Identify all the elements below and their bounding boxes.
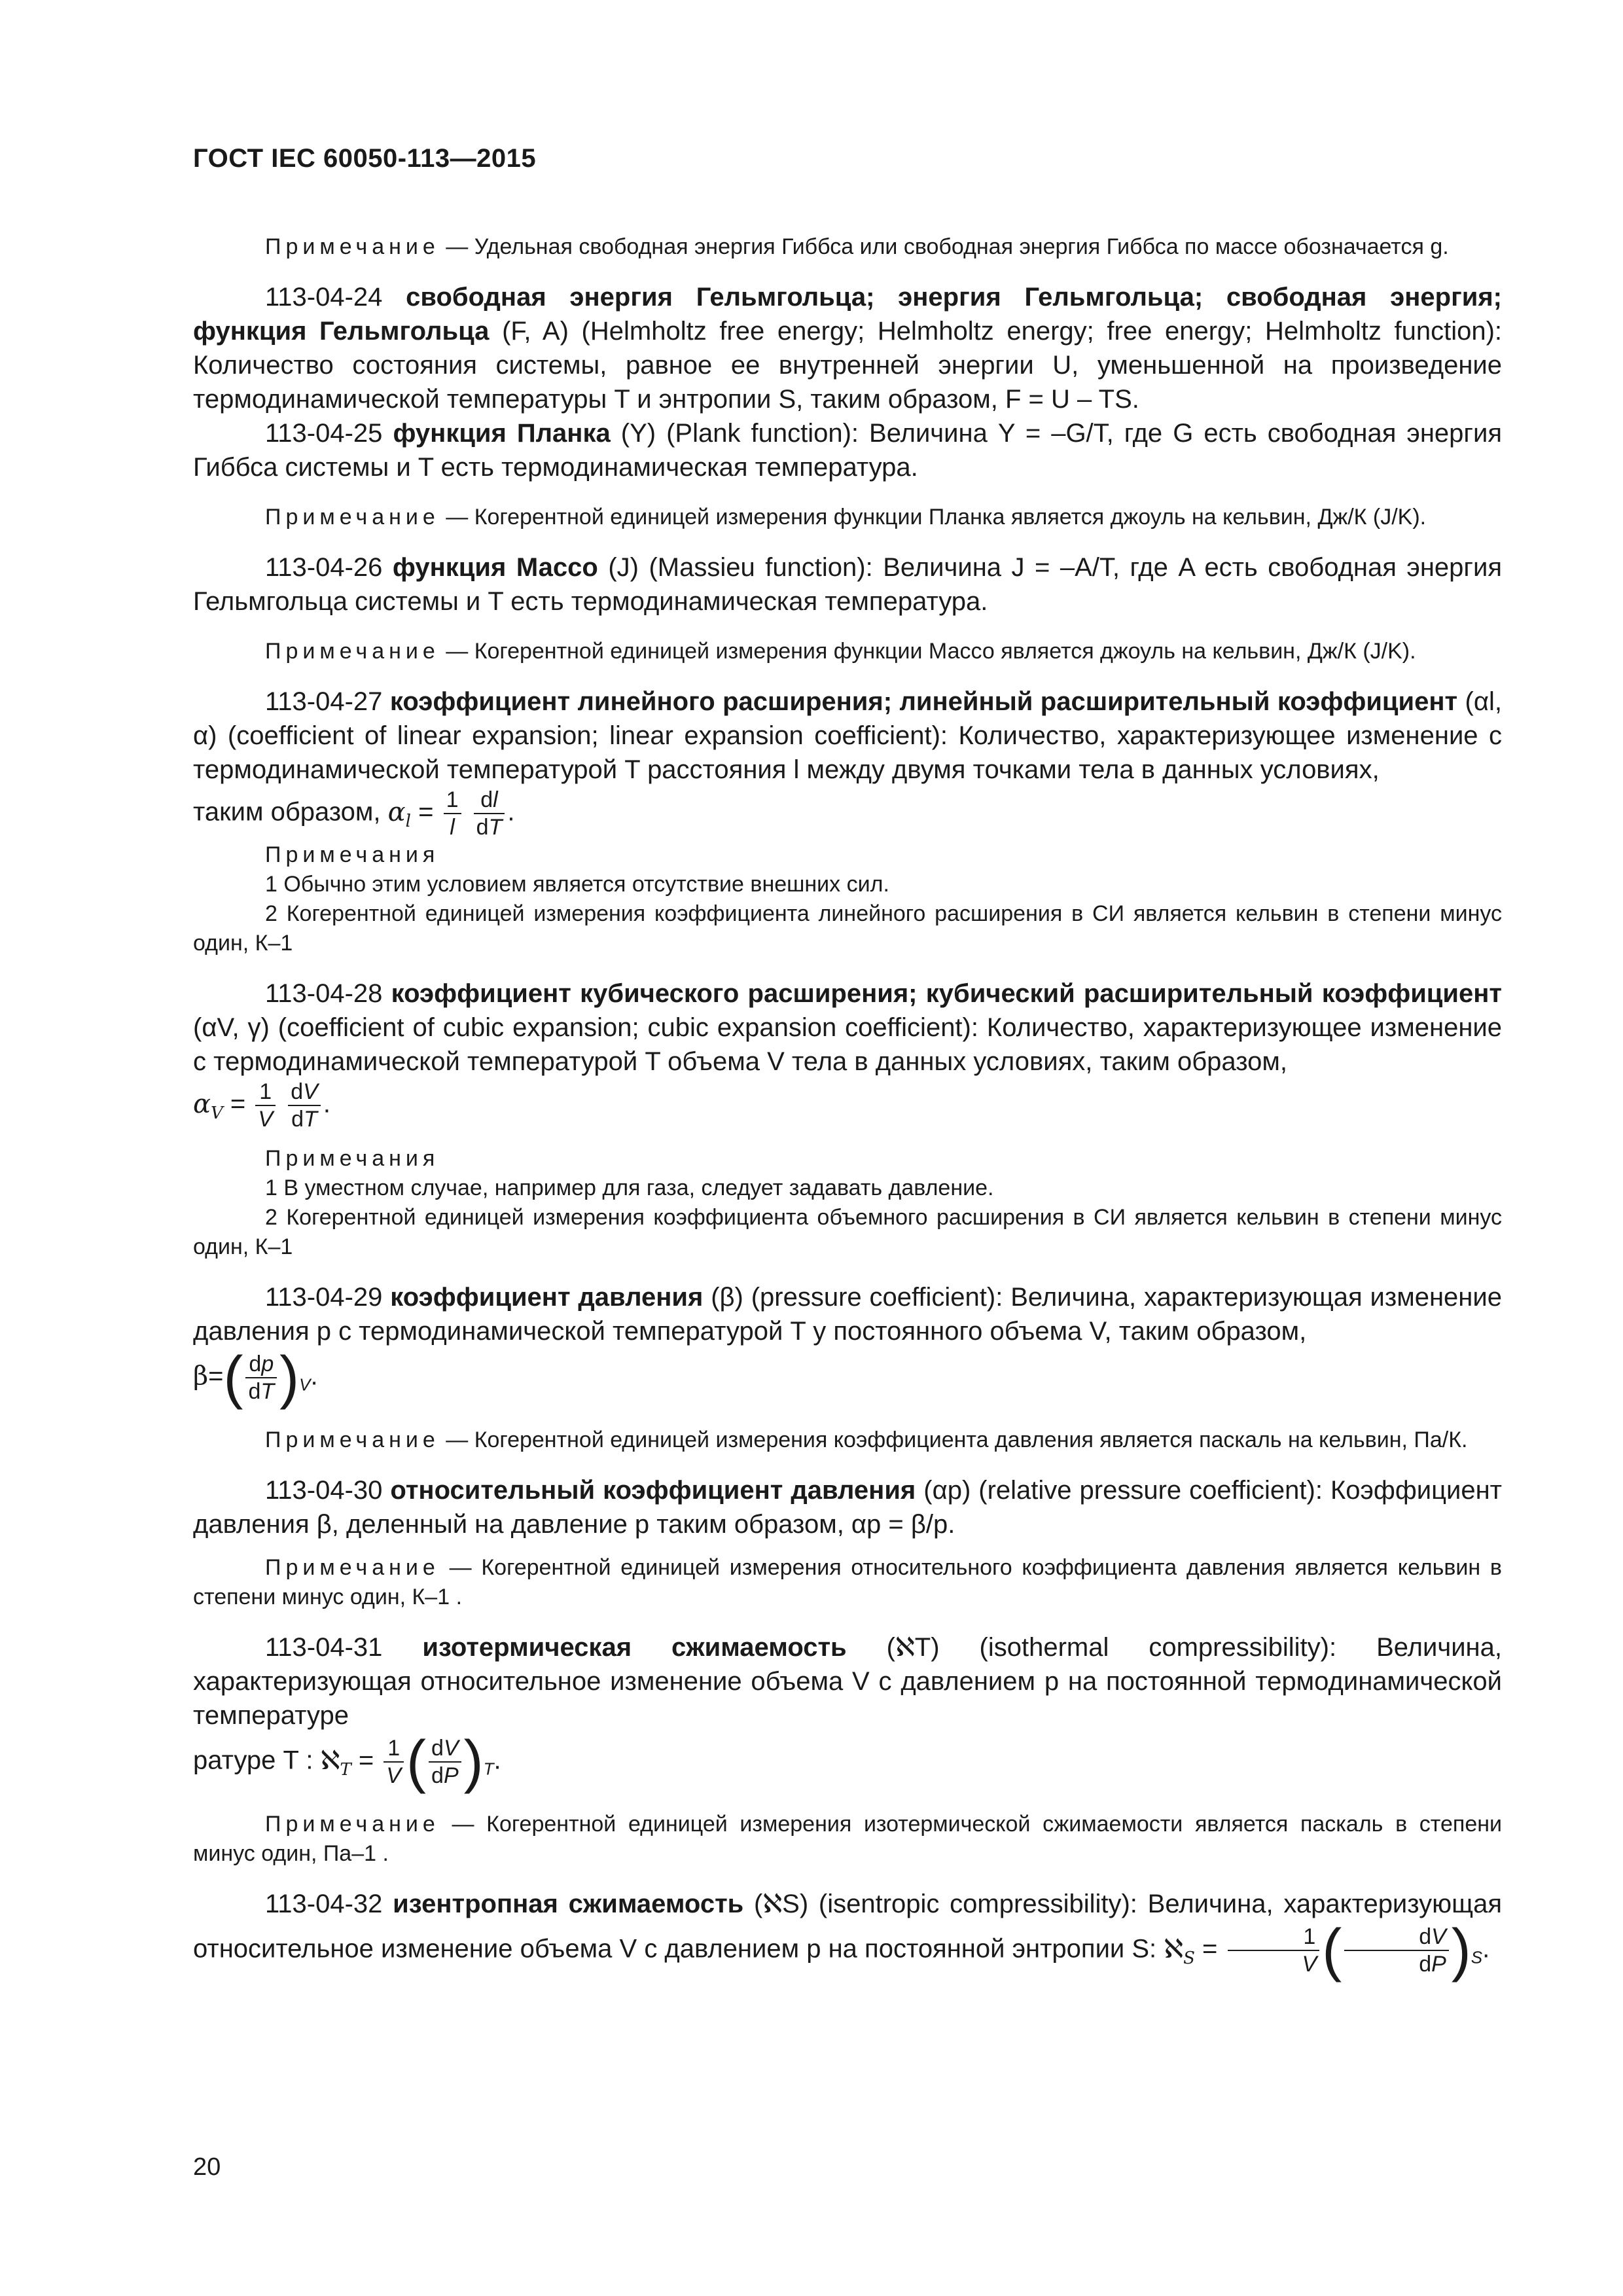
entry-definition: (F, A) (Helmholtz free energy; Helmholtz energy; free energy; Helmholtz function): Количество состояния системы, равное ее внутренней энергии U, уменьшенной на произведение термодинамической температуры T и энтропии S, таким образом, F = U – TS. — [193, 317, 1503, 414]
note-label: Примечание — [265, 1427, 440, 1452]
entry-113-04-31 — [193, 1630, 1502, 1732]
entry-term: функция Массо — [392, 553, 598, 582]
document-header: ГОСТ IEC 60050-113—2015 — [193, 144, 537, 173]
entry-definition: (J) (Massieu function): Величина J = –A/T, где A есть свободная энергия Гельмгольца системы и T есть термодинамическая температура. — [193, 553, 1502, 616]
note-text: — Когерентной единицей измерения изотермической сжимаемости является паскаль в степени минус один, Па–1 . — [193, 1812, 1502, 1866]
note-25 — [193, 503, 1502, 532]
entry-number: 113-04-32 — [265, 1890, 383, 1918]
entry-number: 113-04-27 — [265, 687, 383, 716]
note-text: — Удельная свободная энергия Гиббса или свободная энергия Гиббса по массе обозначается g. — [446, 234, 1449, 259]
entry-113-04-29 — [193, 1280, 1502, 1348]
note-label: Примечание — [265, 639, 440, 664]
note-text: — Когерентной единицей измерения функции Массо является джоуль на кельвин, Дж/К (J/K). — [446, 639, 1416, 664]
entry-term: относительный коэффициент давления — [390, 1476, 916, 1505]
note-27-1: 1 Обычно этим условием является отсутствие внешних сил. — [265, 872, 889, 897]
note-31 — [193, 1810, 1502, 1869]
entry-term: коэффициент кубического расширения; кубический расширительный коэффициент — [391, 979, 1502, 1008]
entry-definition: (αp) (relative pressure coefficient): Коэффициент давления β, деленный на давление p таким образом, αp = β/p. — [193, 1476, 1502, 1539]
note-text: — Когерентной единицей измерения относительного коэффициента давления является кельвин в степени минус один, К–1 . — [193, 1555, 1502, 1609]
notes-27-label: Примечания — [265, 842, 440, 867]
note-30 — [193, 1553, 1502, 1612]
entry-definition: (ℵS) (isentropic compressibility): Величина, характеризующая относительное изменение объема V с давлением p на постоянной энтропии S: — [193, 1890, 1502, 1964]
document-page — [193, 144, 1503, 1983]
entry-113-04-25 — [193, 416, 1502, 484]
entry-term: коэффициент линейного расширения; линейный расширительный коэффициент — [389, 687, 1458, 716]
notes-28-label: Примечания — [265, 1146, 440, 1171]
entry-term: изентропная сжимаемость — [393, 1890, 744, 1918]
entry-definition: (αV, γ) (coefficient of cubic expansion; cubic expansion coefficient): Количество, характеризующее изменение с термодинамической температурой T объема V тела в данных условиях, таким образом, — [193, 1013, 1502, 1076]
entry-definition: (β) (pressure coefficient): Величина, характеризующая изменение давления p с термодинамической температурой T у постоянного объема V, таким образом, — [193, 1283, 1502, 1346]
formula-lead: ратуре T : — [193, 1746, 313, 1775]
entry-113-04-27 — [193, 685, 1502, 787]
entry-113-04-28 — [193, 977, 1502, 1079]
entry-definition: (αl, α) (coefficient of linear expansion; linear expansion coefficient): Количество, характеризующее изменение с термодинамической температурой T расстояния l между двумя точками тела в данных условиях, — [193, 687, 1502, 784]
entry-number: 113-04-26 — [265, 553, 383, 582]
entry-number: 113-04-28 — [265, 979, 383, 1008]
entry-number: 113-04-31 — [265, 1633, 383, 1662]
note-text: — Когерентной единицей измерения коэффициента давления является паскаль на кельвин, Па/К. — [446, 1427, 1468, 1452]
entry-number: 113-04-24 — [265, 283, 383, 312]
entry-number: 113-04-30 — [265, 1476, 383, 1505]
note-label: Примечание — [265, 234, 440, 259]
entry-term: коэффициент давления — [390, 1283, 704, 1312]
entry-113-04-32: 113-04-32 изентропная сжимаемость (ℵS) (isentropic compressibility): Величина, характеризующая относительное изменение объема V с давлением p на постоянной энтропии S: ℵ$_S$ = $\frac{1}{V}$ ( $\frac{dV}{dP}$ )$_S$. — [193, 1890, 1502, 1983]
entry-number: 113-04-29 — [265, 1283, 383, 1312]
note-label: Примечание — [265, 1555, 440, 1580]
note-26 — [193, 637, 1502, 666]
note-27-2: 2 Когерентной единицей измерения коэффициента линейного расширения в СИ является кельвин в степени минус один, К–1 — [193, 901, 1502, 956]
page-number: 20 — [193, 2153, 221, 2181]
entry-definition: (ℵT) (isothermal compressibility): Величина, характеризующая относительное изменение объема V с давлением p на постоянной термодинамической температуре — [193, 1633, 1502, 1730]
entry-definition: (Y) (Plank function): Величина Y = –G/T, где G есть свободная энергия Гиббса системы и T есть термодинамическая температура. — [193, 419, 1503, 482]
formula-aleph-t: ратуре T : ℵ$_T$ = $\frac{1}{V}$ ( $\frac{dV}{dP}$ )$_T$. — [193, 1729, 501, 1795]
note-label: Примечание — [265, 1812, 440, 1837]
entry-113-04-26 — [193, 550, 1502, 619]
note-label: Примечание — [265, 505, 440, 529]
entry-term: функция Планка — [393, 419, 611, 448]
formula-beta: β=( $\frac{dp}{dT}$ )$_V$. — [193, 1345, 318, 1410]
entry-term: свободная энергия Гельмгольца; энергия Гельмгольца; свободная энергия; функция Гельмгольца — [193, 283, 1502, 346]
entry-113-04-30 — [193, 1473, 1502, 1541]
entry-number: 113-04-25 — [265, 419, 383, 448]
entry-term: изотермическая сжимаемость — [422, 1633, 847, 1662]
note-23 — [193, 232, 1502, 262]
note-28-2: 2 Когерентной единицей измерения коэффициента объемного расширения в СИ является кельвин в степени минус один, К–1 — [193, 1205, 1502, 1259]
note-28-1: 1 В уместном случае, например для газа, следует задавать давление. — [265, 1175, 994, 1200]
entry-113-04-24 — [193, 280, 1502, 416]
formula-lead: таким образом, — [193, 797, 381, 827]
formula-alpha-v: $\alpha_V$ = $\frac{1}{V}$ $\frac{dV}{dT}$ . — [193, 1079, 330, 1132]
note-text: — Когерентной единицей измерения функции Планка является джоуль на кельвин, Дж/К (J/K). — [446, 505, 1427, 529]
note-29 — [193, 1426, 1502, 1455]
formula-alpha-l: таким образом, $\alpha_l$ = $\frac{1}{l}$ $\frac{dl}{dT}$ . — [193, 787, 515, 840]
